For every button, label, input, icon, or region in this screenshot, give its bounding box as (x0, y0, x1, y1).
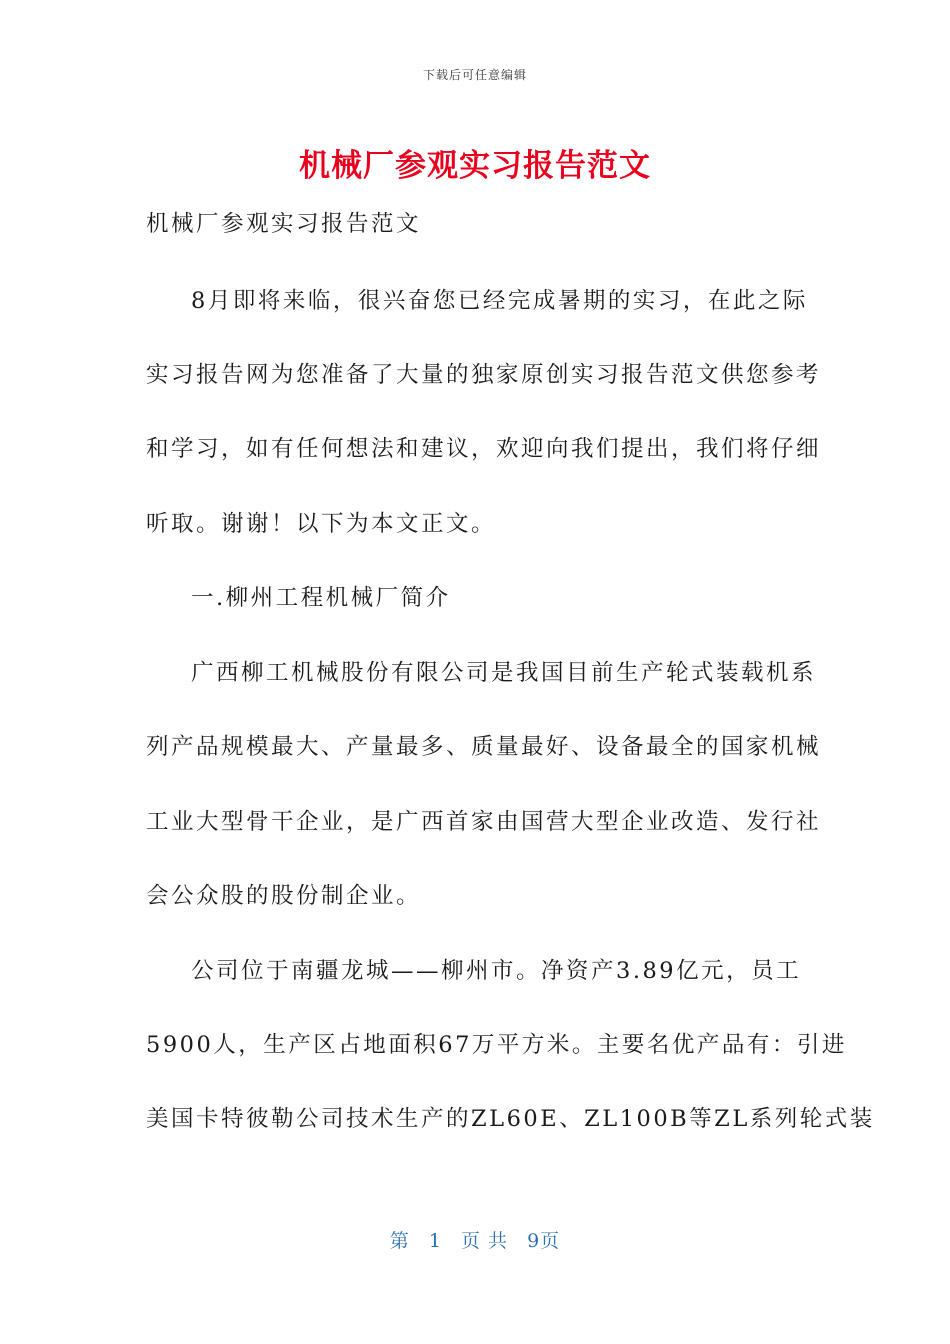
page-footer-middle: 页 共 (461, 1230, 509, 1252)
subtitle-line: 机械厂参观实习报告范文 (146, 211, 422, 237)
document-title: 机械厂参观实习报告范文 (299, 148, 651, 184)
paragraph-line: 8月即将来临，很兴奋您已经完成暑期的实习，在此之际 (191, 288, 808, 314)
header-note: 下载后可任意编辑 (422, 68, 527, 82)
paragraph-line: 工业大型骨干企业，是广西首家由国营大型企业改造、发行社 (146, 809, 822, 835)
paragraph-line: 和学习，如有任何想法和建议，欢迎向我们提出，我们将仔细 (146, 436, 822, 462)
paragraph-line: 实习报告网为您准备了大量的独家原创实习报告范文供您参考 (146, 362, 822, 388)
paragraph-line: 广西柳工机械股份有限公司是我国目前生产轮式装载机系 (191, 660, 817, 686)
page-total: 9页 (527, 1230, 561, 1252)
paragraph-line: 会公众股的股份制企业。 (146, 883, 422, 909)
page-footer (0, 1226, 950, 1253)
paragraph-line: 列产品规模最大、产量最多、质量最好、设备最全的国家机械 (146, 734, 822, 760)
page-number: 1 (428, 1230, 442, 1252)
paragraph-line: 5900人，生产区占地面积67万平方米。主要名优产品有：引进 (146, 1032, 847, 1058)
page-footer-prefix: 第 (389, 1230, 410, 1252)
section-heading: 一.柳州工程机械厂简介 (191, 585, 451, 611)
paragraph-line: 公司位于南疆龙城——柳州市。净资产3.89亿元，员工 (191, 958, 802, 984)
paragraph-line: 美国卡特彼勒公司技术生产的ZL60E、ZL100B等ZL系列轮式装 (146, 1106, 875, 1132)
paragraph-line: 听取。谢谢！以下为本文正文。 (146, 511, 497, 537)
